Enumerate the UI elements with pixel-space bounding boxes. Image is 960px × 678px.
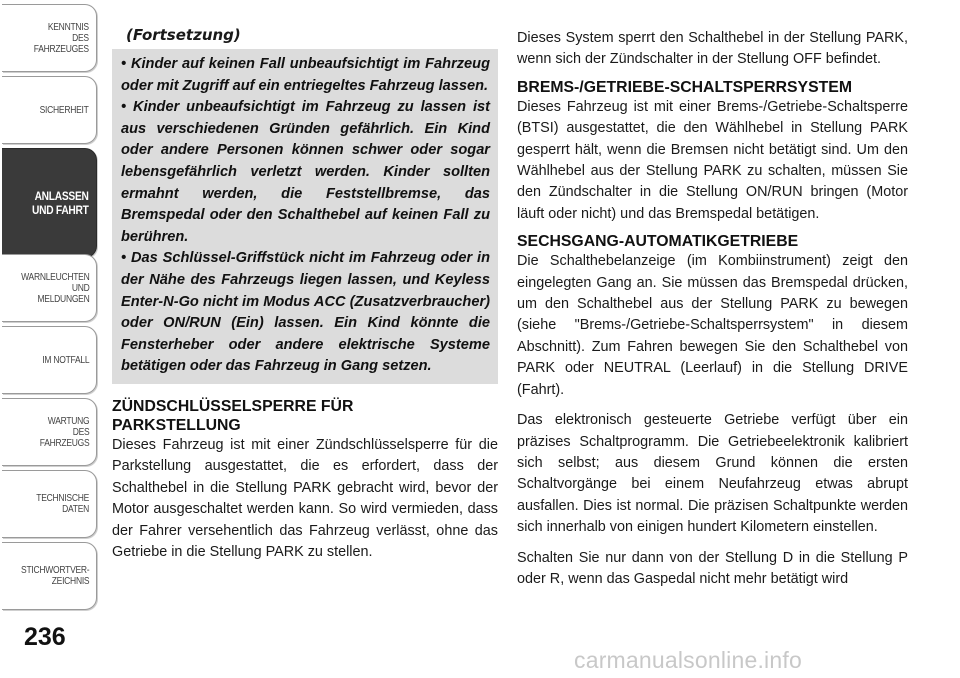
tab-label: ANLASSEN UND FAHRT bbox=[32, 189, 89, 217]
page-number: 236 bbox=[24, 623, 66, 651]
body-paragraph: Dieses Fahrzeug ist mit einer Brems-/Getriebe-Schaltsperre (BTSI) ausgestattet, die den Wählhebel in Stellung PARK gesperrt hält, wenn die Bremsen nicht betätigt sind. Um den Wählhebel aus der Stellung PARK zu schalten, müssen Sie den Zündschalter in die Stellung ON/RUN bringen (Motor läuft oder nicht) und das Bremspedal betätigen. bbox=[517, 98, 908, 222]
body-paragraph: Die Schalthebelanzeige (im Kombiinstrument) zeigt den eingelegten Gang an. Sie müssen das Bremspedal drücken, um den Schalthebel aus der Stellung PARK zu bewegen (siehe "Brems-/Getriebe-Schaltsperrsystem" in diesem Abschnitt). Zum Fahren bewegen Sie den Schalthebel von PARK oder NEUTRAL (Leerlauf) in die Stellung DRIVE (Fahrt). bbox=[517, 253, 908, 398]
tab-kenntnis-des-fahrzeuges[interactable] bbox=[2, 4, 97, 72]
tab-im-notfall[interactable] bbox=[2, 326, 97, 394]
tab-label: WARTUNG DES FAHRZEUGS bbox=[39, 415, 89, 449]
tab-label: TECHNISCHE DATEN bbox=[36, 493, 89, 515]
body-paragraph: Das elektronisch gesteuerte Getriebe verfügt über ein präzises Schaltprogramm. Die Getriebeelektronik kalibriert sich selbst; aus diesem Grund können die ersten Schaltvorgänge bei einem Neufahrzeug etwas abrupt ausfallen. Dies ist normal. Die präzisen Schaltpunkte werden sich innerhalb von einigen hundert Kilometern einstellen. bbox=[517, 412, 908, 536]
tab-anlassen-und-fahrt[interactable] bbox=[2, 148, 97, 258]
warning-item: • Kinder auf keinen Fall unbeaufsichtigt im Fahrzeug oder mit Zugriff auf ein entriegeltes Fahrzeug lassen. bbox=[121, 56, 490, 94]
body-paragraph: Dieses System sperrt den Schalthebel in der Stellung PARK, wenn sich der Zündschalter in der Stellung OFF befindet. bbox=[517, 30, 908, 68]
tab-stichwortverzeichnis[interactable] bbox=[2, 542, 97, 610]
tab-label: IM NOTFALL bbox=[41, 354, 89, 366]
tab-wartung-des-fahrzeugs[interactable] bbox=[2, 398, 97, 466]
left-column bbox=[112, 26, 498, 563]
tab-label: SICHERHEIT bbox=[40, 104, 89, 116]
tab-label: WARNLEUCHTEN UND MELDUNGEN bbox=[20, 271, 89, 305]
tab-technische-daten[interactable] bbox=[2, 470, 97, 538]
section-heading: BREMS-/GETRIEBE-SCHALTSPERRSYSTEM bbox=[517, 78, 852, 96]
watermark: carmanualsonline.info bbox=[574, 647, 802, 673]
warning-box bbox=[112, 49, 498, 384]
section-heading: SECHSGANG-AUTOMATIKGETRIEBE bbox=[517, 233, 799, 251]
warning-item: • Kinder unbeaufsichtigt im Fahrzeug zu lassen ist aus verschiedenen Gründen gefährlich. Ein Kind oder andere Personen können schwer oder sogar lebensgefährlich verletzt werden. Kinder sollten ermahnt werden, die Feststellbremse, das Bremspedal oder den Schalthebel auf keinen Fall zu berühren. bbox=[121, 99, 490, 245]
chapter-tabs bbox=[0, 0, 99, 600]
tab-label: KENNTNIS DES FAHRZEUGES bbox=[33, 21, 89, 55]
warning-item: • Das Schlüssel-Griffstück nicht im Fahrzeug oder in der Nähe des Fahrzeugs liegen lassen, und Keyless Enter-N-Go nicht im Modus ACC (Zusatzverbraucher) oder ON/RUN (Ein) lassen. Ein Kind könnte die Fensterheber oder andere elektrische Systeme betätigen oder das Fahrzeug in Gang setzen. bbox=[121, 250, 490, 375]
continuation-label: (Fortsetzung) bbox=[126, 26, 241, 44]
tab-warnleuchten-und-meldungen[interactable] bbox=[2, 254, 97, 322]
tab-sicherheit[interactable] bbox=[2, 76, 97, 144]
tab-label: STICHWORTVER- ZEICHNIS bbox=[20, 565, 89, 587]
body-paragraph: Dieses Fahrzeug ist mit einer Zündschlüsselsperre für die Parkstellung ausgestattet, die es erfordert, dass der Schalthebel in die Stellung PARK gebracht wird, bevor der Motor ausgeschaltet werden kann. So wird vermieden, dass der Fahrer versehentlich das Fahrzeug verlässt, ohne das Getriebe in die Stellung PARK zu stellen. bbox=[112, 436, 498, 560]
section-heading: ZÜNDSCHLÜSSELSPERRE FÜR PARKSTELLUNG bbox=[112, 397, 354, 434]
right-column bbox=[517, 28, 908, 590]
body-paragraph: Schalten Sie nur dann von der Stellung D in die Stellung P oder R, wenn das Gaspedal nicht mehr betätigt wird bbox=[517, 549, 908, 587]
